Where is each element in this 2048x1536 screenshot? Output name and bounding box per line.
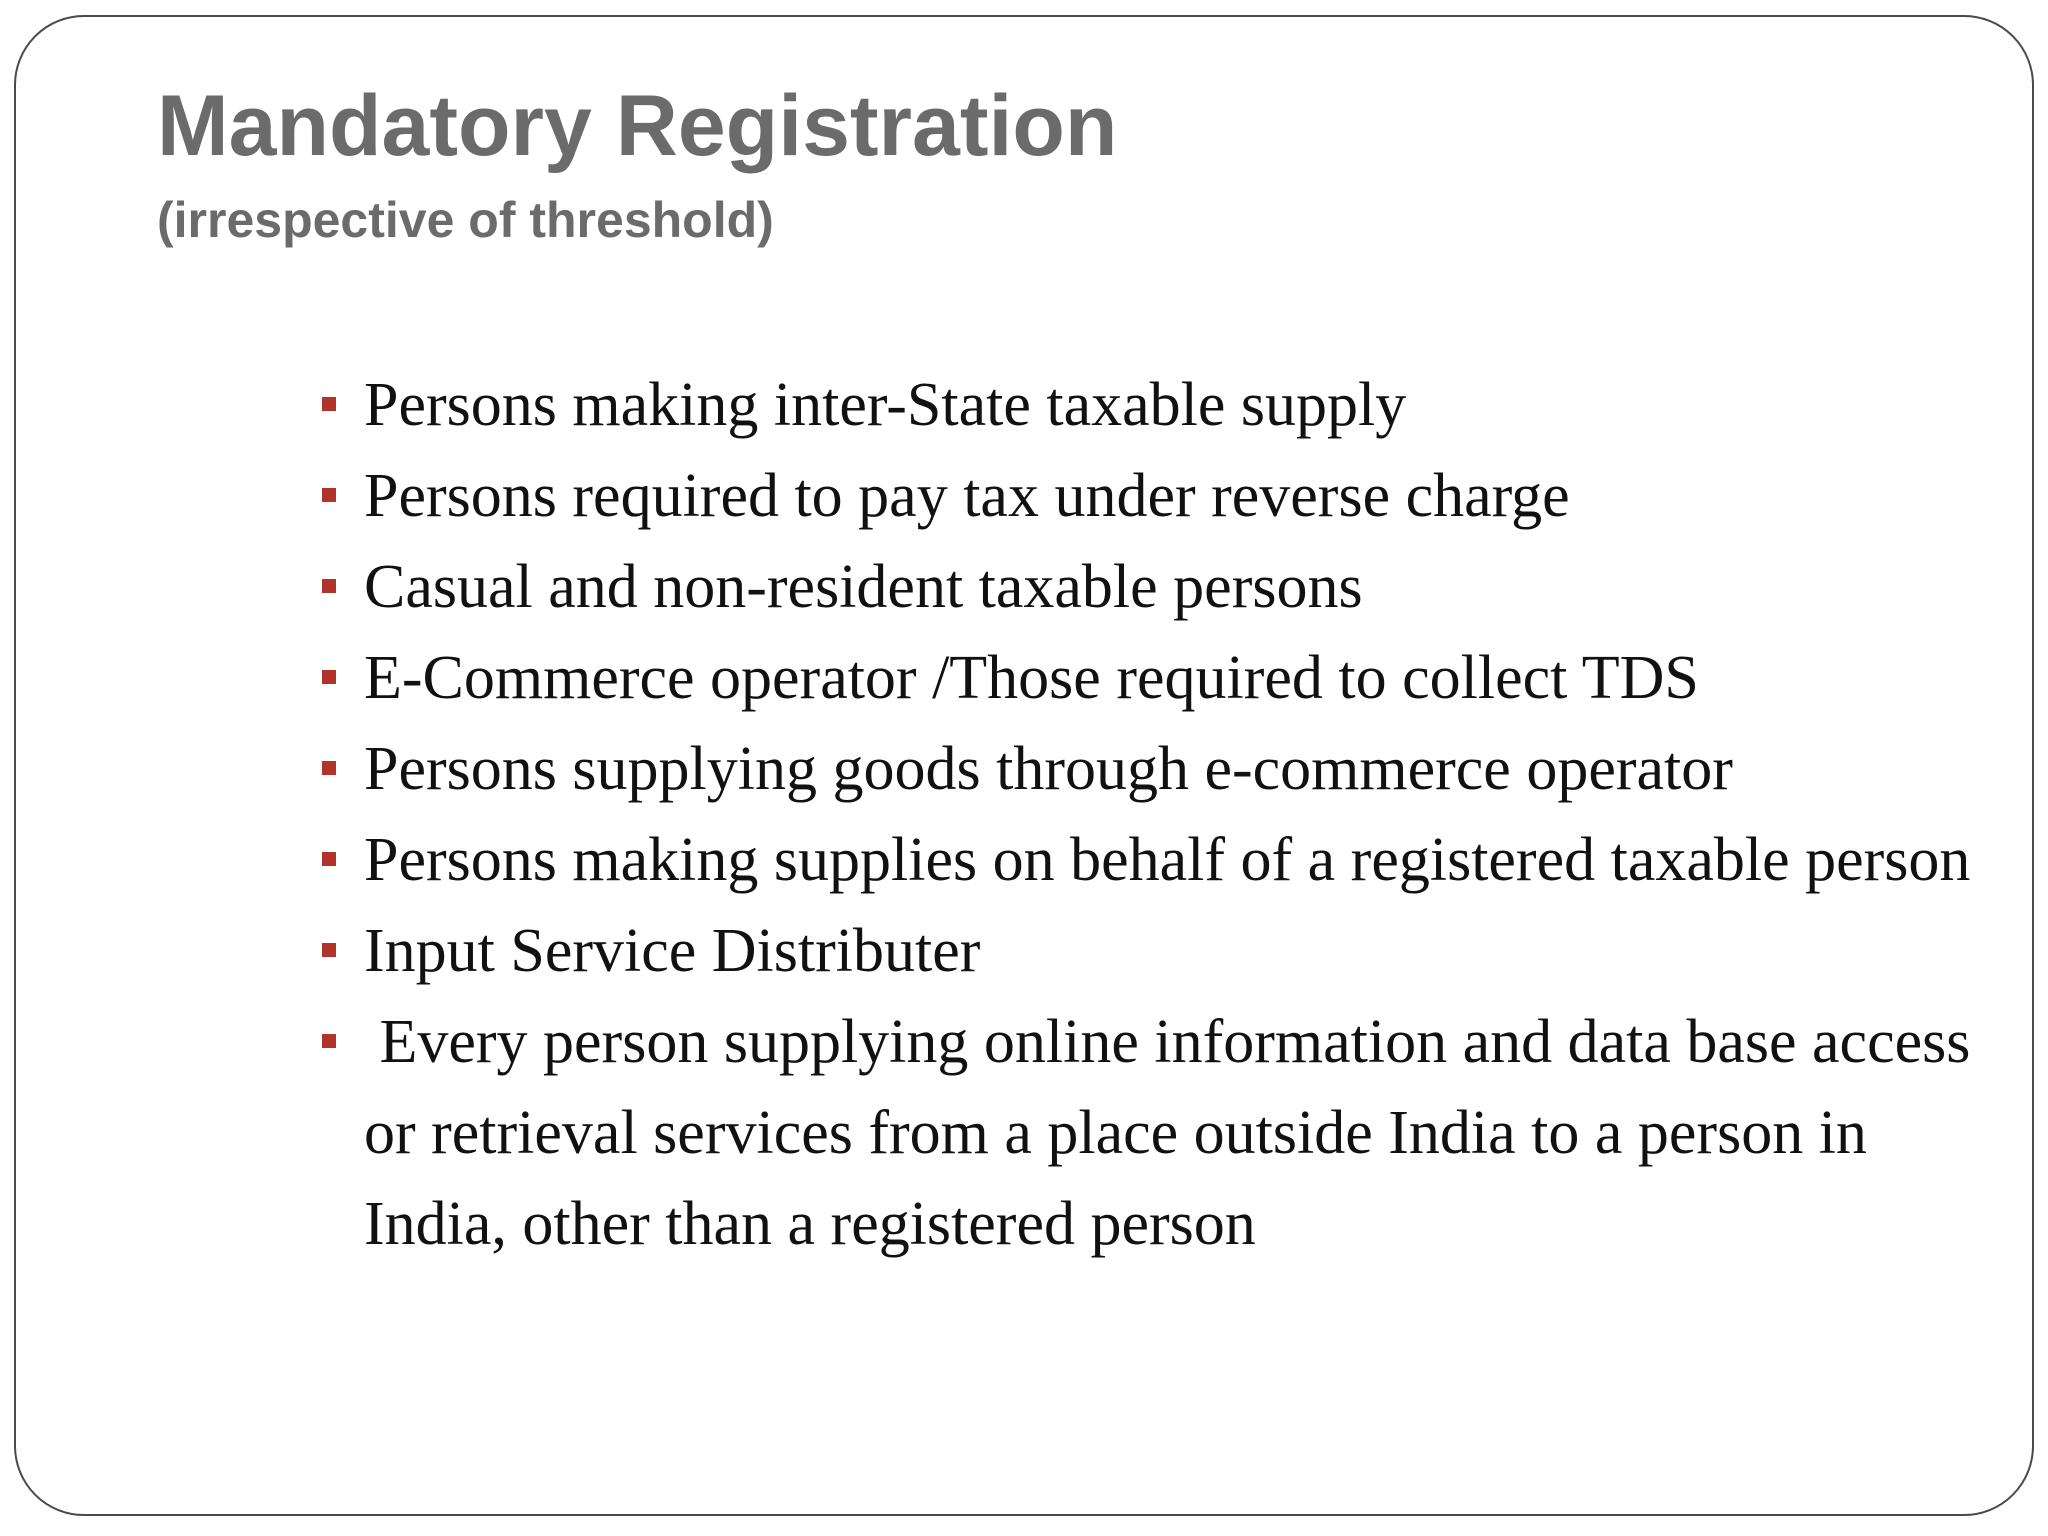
bullet-text: E-Commerce operator /Those required to collect TDS — [364, 644, 1699, 712]
list-item — [316, 815, 1976, 906]
slide-subtitle: (irrespective of threshold) — [157, 192, 774, 248]
slide-title: Mandatory Registration — [157, 78, 1118, 174]
list-item — [316, 906, 1976, 997]
square-bullet-icon — [322, 943, 336, 957]
square-bullet-icon — [322, 761, 336, 775]
bullet-text: Persons making supplies on behalf of a registered taxable person — [364, 826, 1971, 894]
square-bullet-icon — [322, 1034, 336, 1048]
bullet-text: Persons making inter-State taxable supply — [364, 371, 1407, 439]
bullet-text: Input Service Distributer — [364, 917, 981, 985]
square-bullet-icon — [322, 579, 336, 593]
list-item — [316, 633, 1976, 724]
square-bullet-icon — [322, 488, 336, 502]
slide-frame — [14, 15, 2034, 1516]
list-item — [316, 360, 1976, 451]
list-item — [316, 542, 1976, 633]
list-item — [316, 997, 1986, 1270]
bullet-text: Persons supplying goods through e-commerce operator — [364, 735, 1733, 803]
square-bullet-icon — [322, 397, 336, 411]
list-item — [316, 724, 1976, 815]
bullet-text: Persons required to pay tax under reverse charge — [364, 462, 1570, 530]
square-bullet-icon — [322, 670, 336, 684]
list-item — [316, 451, 1976, 542]
square-bullet-icon — [322, 852, 336, 866]
bullet-list — [316, 360, 1986, 1270]
bullet-text: Every person supplying online information and data base access or retrieval services from a place outside India to a person in India, other than a registered person — [364, 1008, 1986, 1258]
bullet-text: Casual and non-resident taxable persons — [364, 553, 1363, 621]
